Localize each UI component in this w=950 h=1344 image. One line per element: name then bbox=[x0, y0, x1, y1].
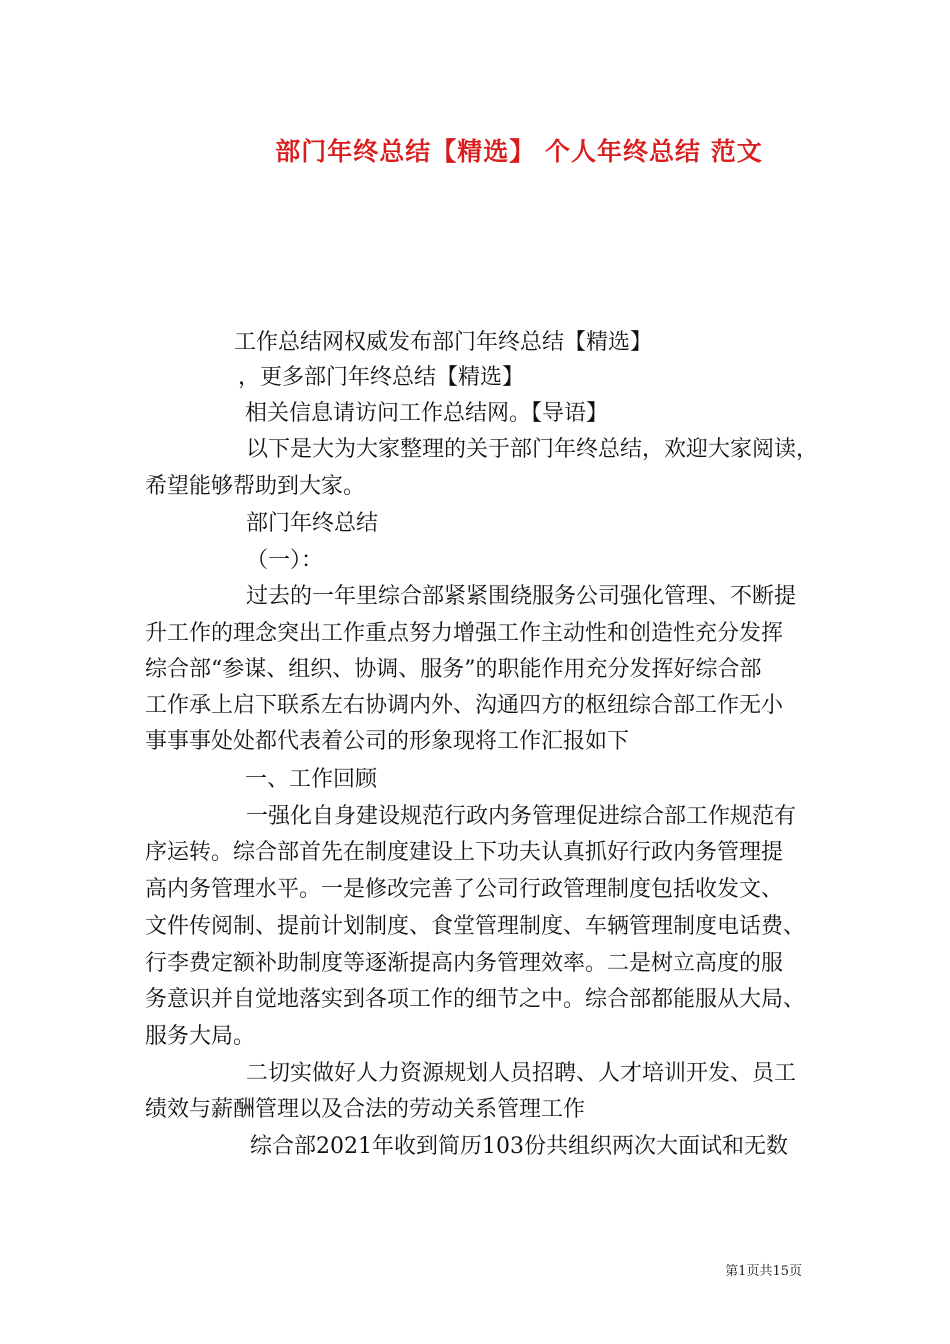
text-line: 综合部2021年收到简历103份共组织两次大面试和无数 bbox=[250, 1134, 788, 1159]
text-line: 文件传阅制、提前计划制度、食堂管理制度、车辆管理制度电话费、 bbox=[145, 914, 806, 939]
text-line: 过去的一年里综合部紧紧围绕服务公司强化管理、不断提 bbox=[246, 584, 797, 609]
text-line: 部门年终总结 bbox=[246, 511, 379, 536]
text-line: ，更多部门年终总结【精选】 bbox=[238, 365, 525, 390]
document-title: 部门年终总结【精选】 个人年终总结 范文 bbox=[275, 137, 763, 166]
text-line: 工作承上启下联系左右协调内外、沟通四方的枢纽综合部工作无小 bbox=[145, 693, 784, 718]
text-line: 一、工作回顾 bbox=[245, 767, 378, 792]
text-line: 绩效与薪酬管理以及合法的劳动关系管理工作 bbox=[145, 1097, 586, 1122]
text-line: 行李费定额补助制度等逐渐提高内务管理效率。二是树立高度的服 bbox=[145, 951, 784, 976]
text-line: 服务大局。 bbox=[145, 1024, 256, 1049]
text-line: 务意识并自觉地落实到各项工作的细节之中。综合部都能服从大局、 bbox=[145, 987, 806, 1012]
text-line: 高内务管理水平。一是修改完善了公司行政管理制度包括收发文、 bbox=[145, 877, 784, 902]
text-line: （一）： bbox=[246, 548, 324, 573]
text-line: 二切实做好人力资源规划人员招聘、人才培训开发、员工 bbox=[246, 1061, 797, 1086]
text-line: 一强化自身建设规范行政内务管理促进综合部工作规范有 bbox=[246, 804, 797, 829]
text-line: 升工作的理念突出工作重点努力增强工作主动性和创造性充分发挥 bbox=[145, 621, 784, 646]
text-line: 序运转。综合部首先在制度建设上下功夫认真抓好行政内务管理提 bbox=[145, 840, 784, 865]
text-line: 希望能够帮助到大家。 bbox=[145, 474, 366, 499]
text-line: 相关信息请访问工作总结网。【导语】 bbox=[245, 401, 609, 426]
text-line: 工作总结网权威发布部门年终总结【精选】 bbox=[234, 330, 653, 355]
text-line: 综合部“参谋、组织、协调、服务”的职能作用充分发挥好综合部 bbox=[145, 657, 762, 682]
text-line: 以下是大为大家整理的关于部门年终总结，欢迎大家阅读， bbox=[246, 437, 819, 462]
page-number: 第1页共15页 bbox=[725, 1264, 802, 1279]
text-line: 事事事处处都代表着公司的形象现将工作汇报如下 bbox=[145, 729, 630, 754]
